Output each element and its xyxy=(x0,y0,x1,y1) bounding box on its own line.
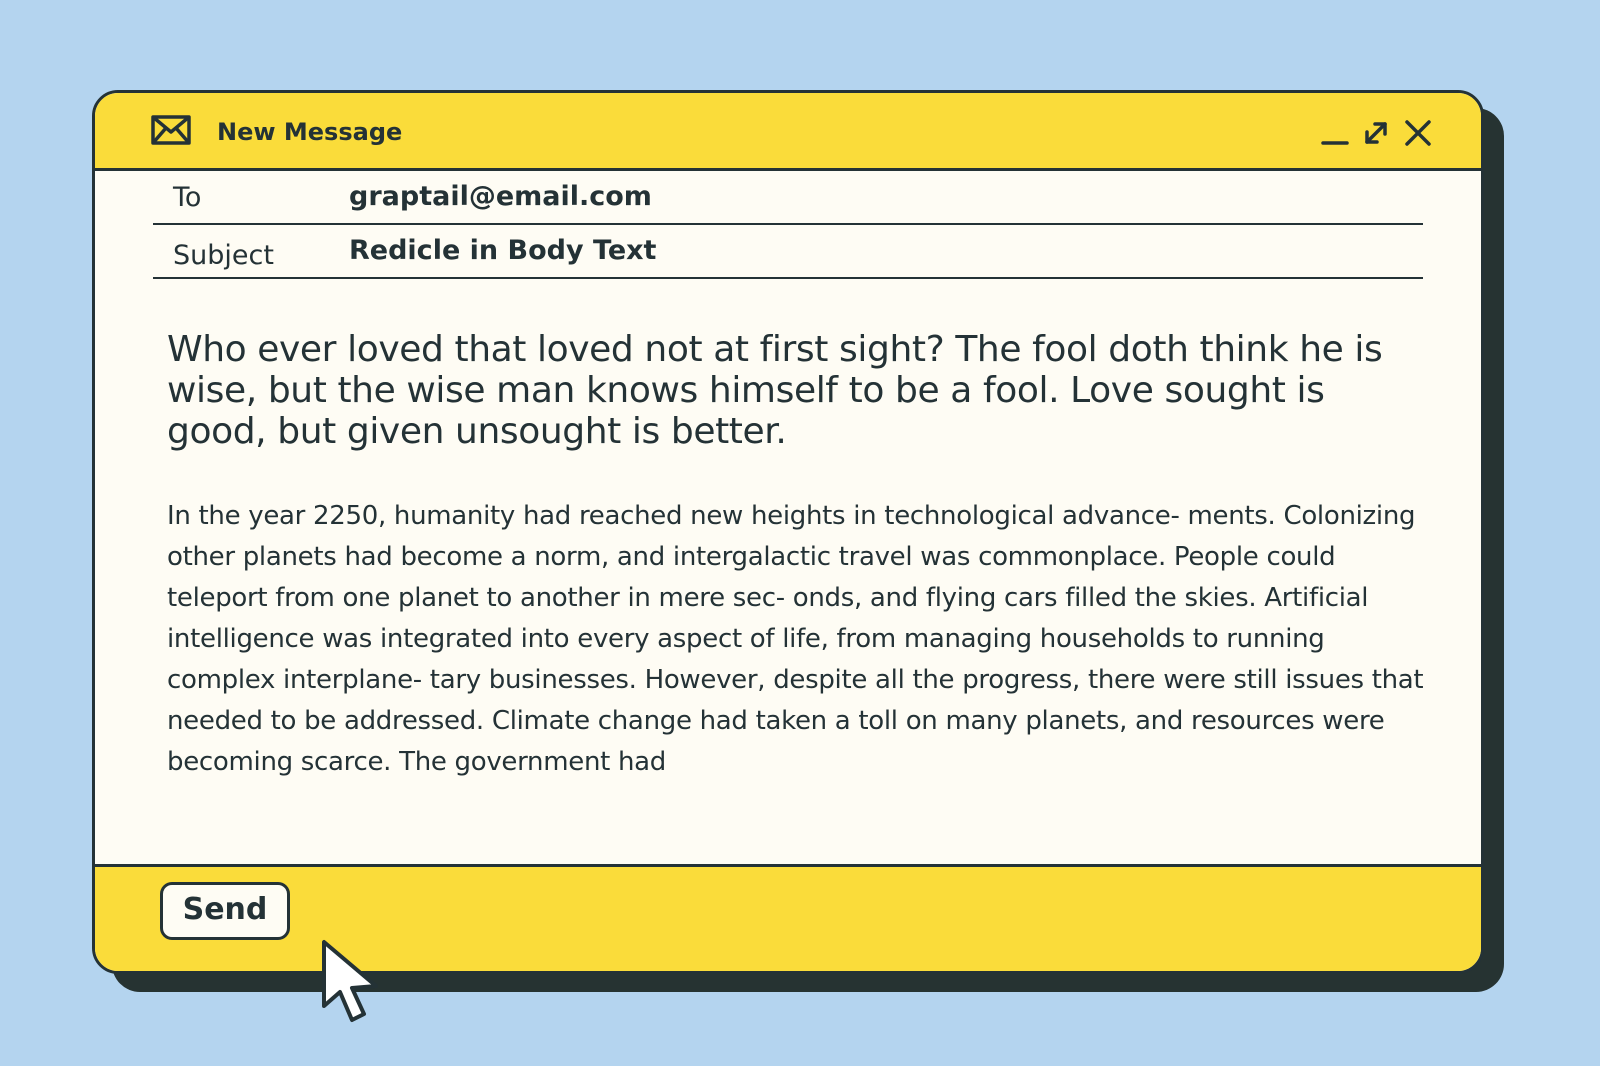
to-field[interactable]: graptail@email.com xyxy=(349,181,652,212)
send-button[interactable]: Send xyxy=(160,882,290,940)
message-body[interactable] xyxy=(167,329,1427,869)
subject-row xyxy=(153,225,1423,279)
expand-icon[interactable] xyxy=(1358,115,1394,151)
to-row xyxy=(153,171,1423,225)
footer-bar xyxy=(95,864,1481,974)
mouse-pointer-icon xyxy=(320,938,390,1030)
subject-field[interactable]: Redicle in Body Text xyxy=(349,235,657,266)
title-bar[interactable] xyxy=(95,93,1481,171)
close-icon[interactable] xyxy=(1400,115,1436,151)
minimize-icon[interactable] xyxy=(1317,115,1353,151)
lead-text: Who ever loved that loved not at first sight? The fool doth think he is wise, but the wise man knows himself to be a fool. Love sought is good, but given unsought is better. xyxy=(167,329,1383,452)
body-paragraph: In the year 2250, humanity had reached new heights in technological advance- ments. Colonizing other planets had become a norm, and intergalactic travel was commonplace. People could teleport from one planet to another in mere sec- onds, and flying cars filled the skies. Artificial intelligence was integrated into every aspect of life, from managing households to running complex interplane- tary businesses. However, despite all the progress, there were still issues that needed to be addressed. Climate change had taken a toll on many planets, and resources were becoming scarce. The government had xyxy=(167,501,1424,777)
envelope-icon xyxy=(151,115,191,145)
window-title: New Message xyxy=(217,118,403,146)
to-label: To xyxy=(173,182,202,213)
compose-window xyxy=(92,90,1484,974)
subject-label: Subject xyxy=(173,240,274,271)
